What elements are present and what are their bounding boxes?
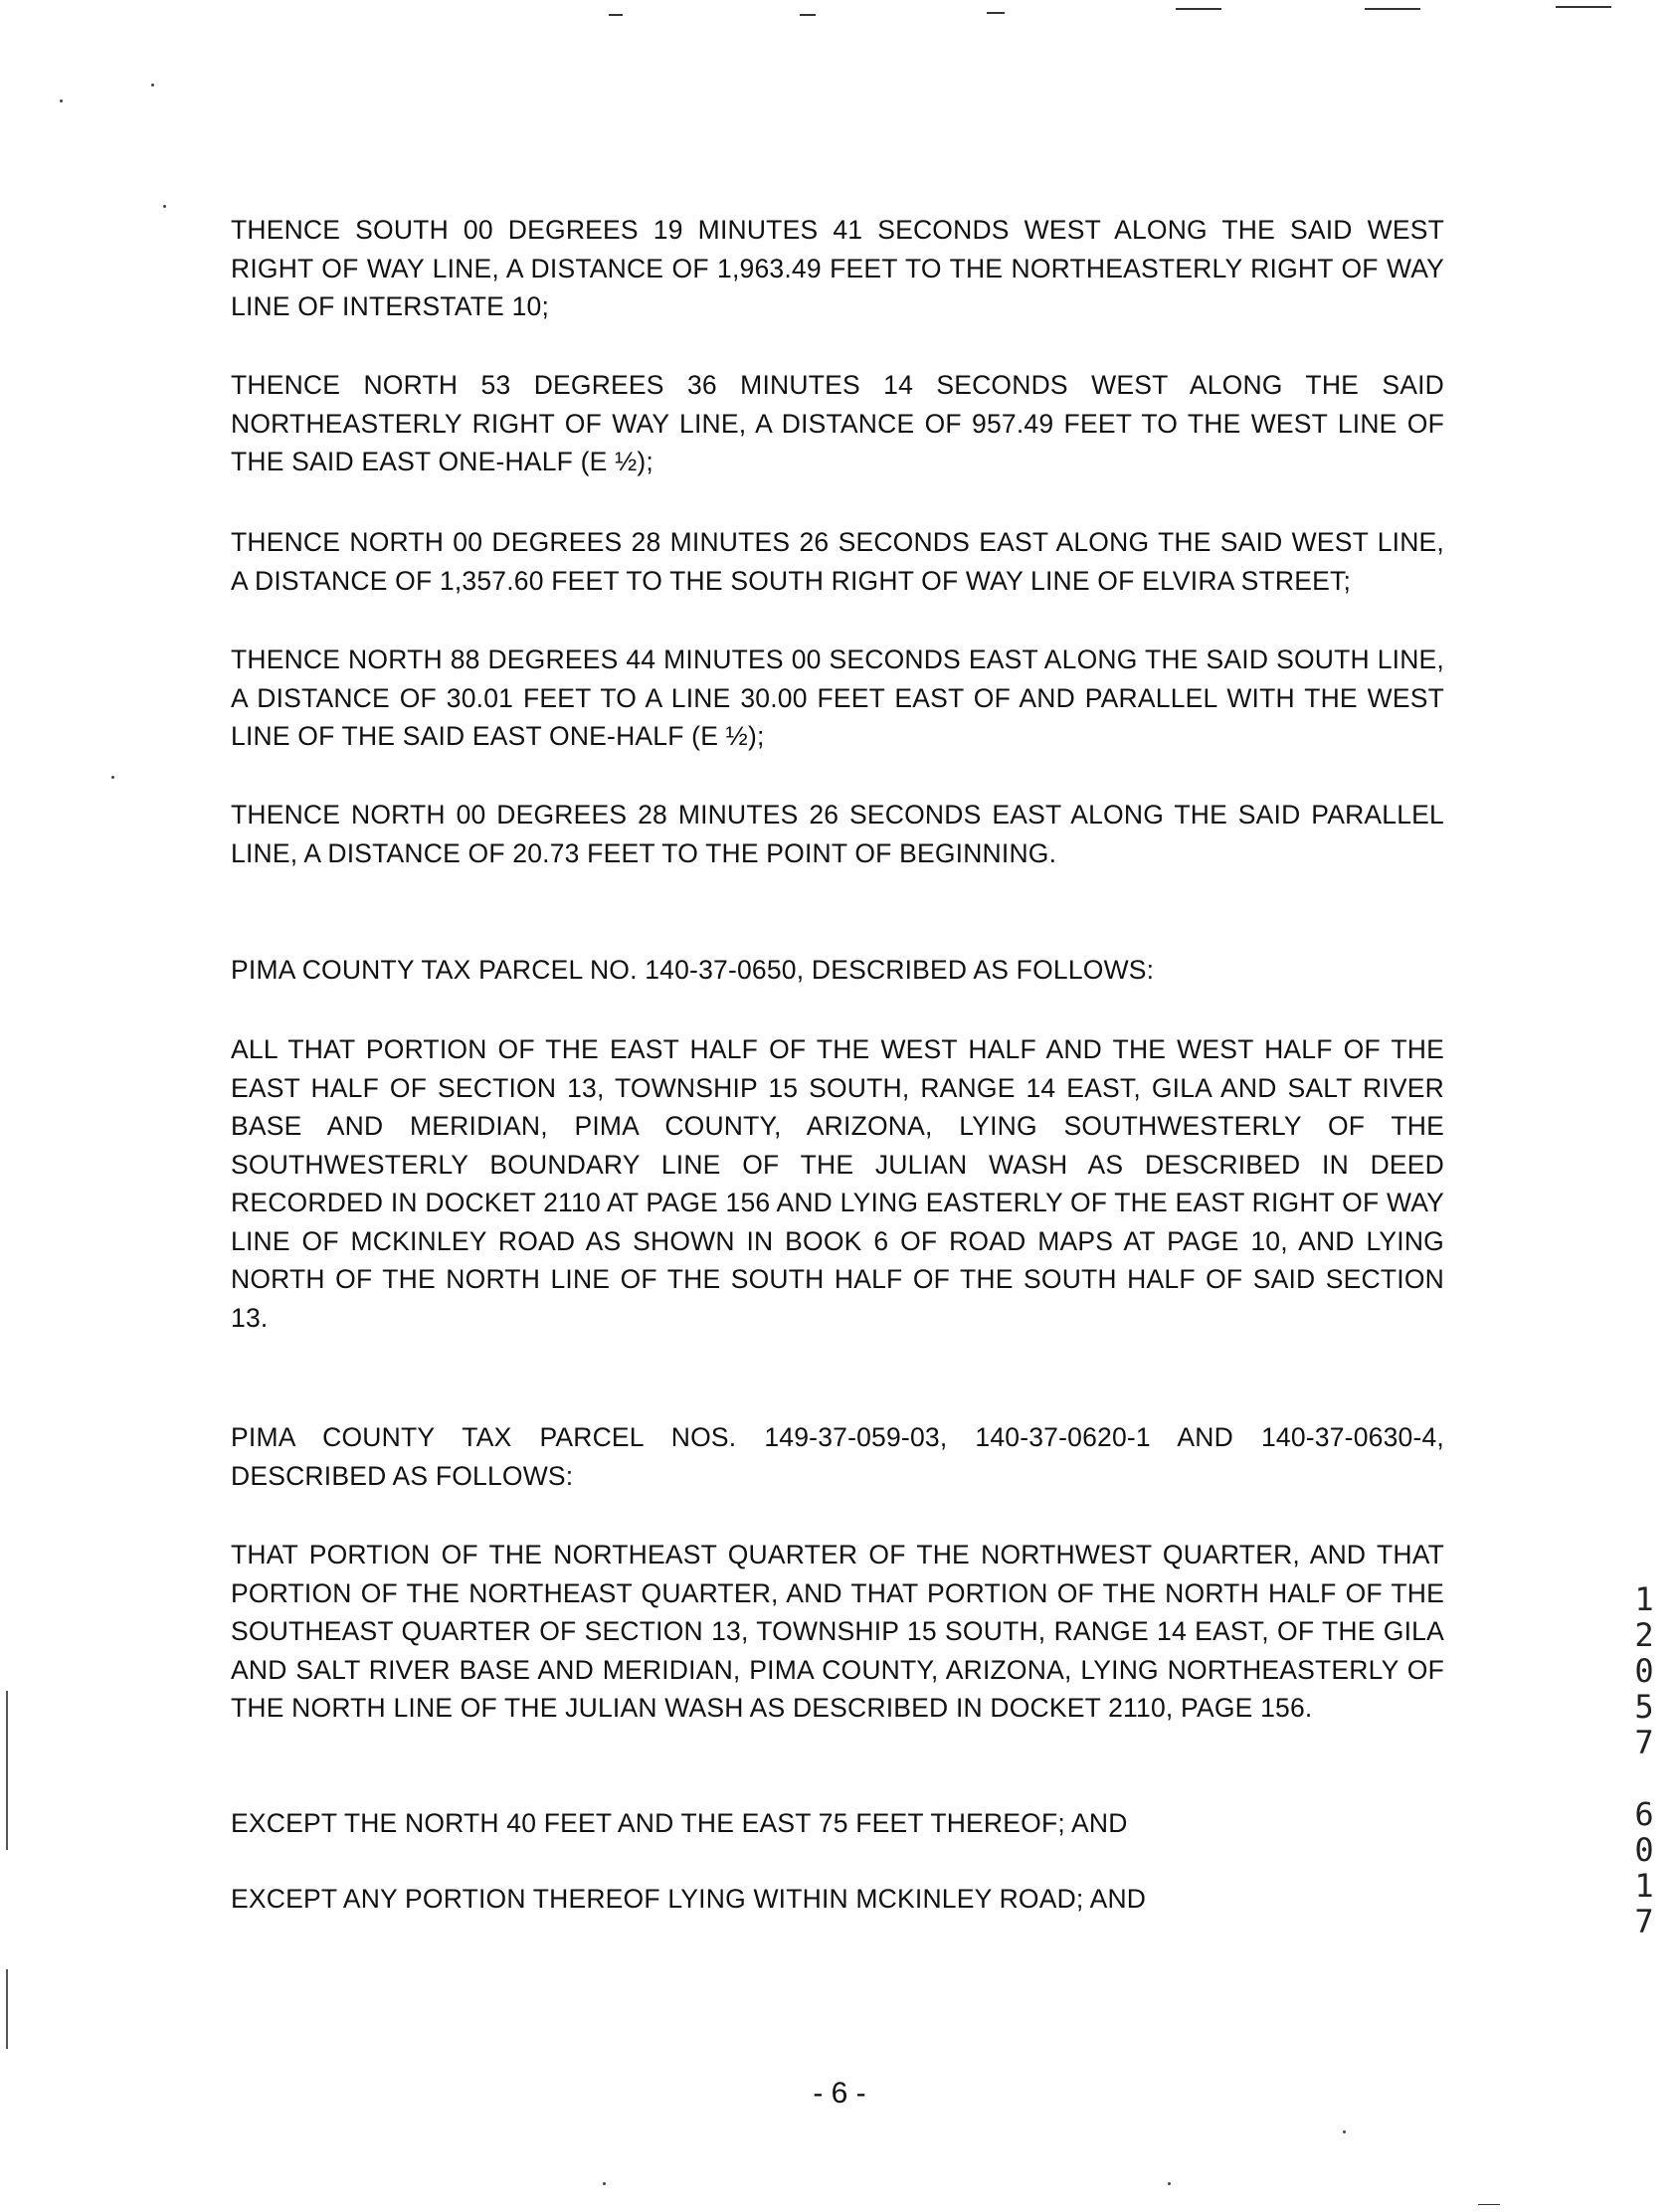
scan-mark xyxy=(1478,2204,1500,2205)
parcel-heading-multiple: PIMA COUNTY TAX PARCEL NOS. 149-37-059-03, 140-37-0620-1 AND 140-37-0630-4, DESCRIBED AS FOLLOWS: xyxy=(231,1422,1444,1491)
scan-mark xyxy=(151,84,154,87)
side-stamp-number: 1 2 0 5 7 6 0 1 7 xyxy=(1634,1580,1654,1940)
scan-edge-line xyxy=(6,1691,8,1850)
scan-mark xyxy=(609,14,623,16)
scan-mark xyxy=(1365,8,1420,10)
paragraph-except-mckinley: EXCEPT ANY PORTION THEREOF LYING WITHIN MCKINLEY ROAD; AND xyxy=(231,1884,1147,1914)
scan-mark xyxy=(800,14,816,16)
paragraph-that-portion: THAT PORTION OF THE NORTHEAST QUARTER OF THE NORTHWEST QUARTER, AND THAT PORTION OF THE NORTHEAST QUARTER, AND THAT PORTION OF THE NORTH HALF OF THE SOUTHEAST QUARTER OF SECTION 13, TOWNSHIP 15 SOUTH, RANGE 14 EAST, OF THE GILA AND SALT RIVER BASE AND MERIDIAN, PIMA COUNTY, ARIZONA, LYING NORTHEASTERLY OF THE NORTH LINE OF THE JULIAN WASH AS DESCRIBED IN DOCKET 2110, PAGE 156. xyxy=(231,1540,1444,1723)
scan-mark xyxy=(111,776,114,779)
scan-mark xyxy=(1176,8,1221,10)
scan-mark xyxy=(1556,6,1611,8)
page-number: - 6 - xyxy=(813,2077,866,2110)
paragraph-except-north-40: EXCEPT THE NORTH 40 FEET AND THE EAST 75 FEET THEREOF; AND xyxy=(231,1808,1128,1838)
paragraph-all-that-portion: ALL THAT PORTION OF THE EAST HALF OF THE WEST HALF AND THE WEST HALF OF THE EAST HALF OF SECTION 13, TOWNSHIP 15 SOUTH, RANGE 14 EAST, GILA AND SALT RIVER BASE AND MERIDIAN, PIMA COUNTY, ARIZONA, LYING SOUTHWESTERLY OF THE SOUTHWESTERLY BOUNDARY LINE OF THE JULIAN WASH AS DESCRIBED IN DEED RECORDED IN DOCKET 2110 AT PAGE 156 AND LYING EASTERLY OF THE EAST RIGHT OF WAY LINE OF MCKINLEY ROAD AS SHOWN IN BOOK 6 OF ROAD MAPS AT PAGE 10, AND LYING NORTH OF THE NORTH LINE OF THE SOUTH HALF OF THE SOUTH HALF OF SAID SECTION 13. xyxy=(231,1034,1444,1333)
paragraph-thence-north-88: THENCE NORTH 88 DEGREES 44 MINUTES 00 SECONDS EAST ALONG THE SAID SOUTH LINE, A DISTANCE OF 30.01 FEET TO A LINE 30.00 FEET EAST OF AND PARALLEL WITH THE WEST LINE OF THE SAID EAST ONE-HALF (E ½); xyxy=(231,645,1444,751)
scan-mark xyxy=(1168,2182,1171,2185)
scan-edge-line xyxy=(6,1969,8,2049)
paragraph-thence-south-1: THENCE SOUTH 00 DEGREES 19 MINUTES 41 SECONDS WEST ALONG THE SAID WEST RIGHT OF WAY LINE, A DISTANCE OF 1,963.49 FEET TO THE NORTHEASTERLY RIGHT OF WAY LINE OF INTERSTATE 10; xyxy=(231,215,1444,321)
scan-mark xyxy=(1343,2130,1346,2133)
paragraph-thence-north-00-b: THENCE NORTH 00 DEGREES 28 MINUTES 26 SECONDS EAST ALONG THE SAID PARALLEL LINE, A DISTANCE OF 20.73 FEET TO THE POINT OF BEGINNING. xyxy=(231,800,1444,868)
parcel-heading-140-37-0650: PIMA COUNTY TAX PARCEL NO. 140-37-0650, DESCRIBED AS FOLLOWS: xyxy=(231,955,1155,985)
scan-mark xyxy=(60,99,63,102)
scan-mark xyxy=(987,12,1005,14)
paragraph-thence-north-53: THENCE NORTH 53 DEGREES 36 MINUTES 14 SECONDS WEST ALONG THE SAID NORTHEASTERLY RIGHT OF WAY LINE, A DISTANCE OF 957.49 FEET TO THE WEST LINE OF THE SAID EAST ONE-HALF (E ½); xyxy=(231,370,1444,476)
scan-mark xyxy=(163,205,166,208)
scan-mark xyxy=(603,2182,606,2185)
paragraph-thence-north-00-a: THENCE NORTH 00 DEGREES 28 MINUTES 26 SECONDS EAST ALONG THE SAID WEST LINE, A DISTANCE OF 1,357.60 FEET TO THE SOUTH RIGHT OF WAY LINE OF ELVIRA STREET; xyxy=(231,527,1444,596)
